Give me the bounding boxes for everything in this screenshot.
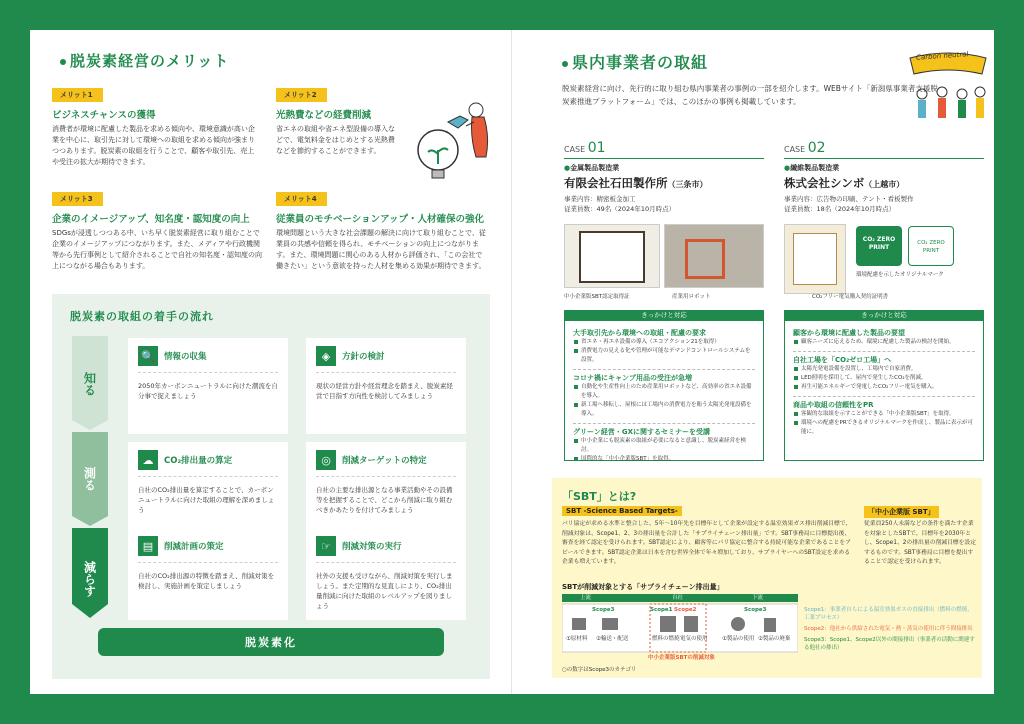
step-card xyxy=(128,442,288,538)
trigger-heading: 大手取引先から環境への取組・配慮の要求 xyxy=(573,329,706,337)
trigger-heading: グリーン経営・GXに関するセミナーを受講 xyxy=(573,428,711,436)
company-meta: 事業内容：精密板金加工 従業員数：49名（2024年10月時点） xyxy=(564,195,676,213)
step-card xyxy=(306,442,466,538)
step-body: 社外の支援も受けながら、削減対策を実行しましょう。また定期的な見直しにより、CO₂排出量削減に向けた取組のレベルアップを図りましょう xyxy=(316,572,453,610)
step-title: 方針の検討 xyxy=(342,352,385,362)
photo-caption: 環境配慮を示したオリジナルマーク xyxy=(856,272,944,278)
trigger-box xyxy=(564,321,764,461)
trigger-header: きっかけと対応 xyxy=(564,310,764,321)
trigger-item: 消費電力の見える化や管理が可能なデマンドコントロールシステムを設置。 xyxy=(573,347,755,365)
target-icon: ◎ xyxy=(316,450,336,470)
stream-label: 下流 xyxy=(752,595,764,601)
scope-note: Scope2：他社から供給された電気・熱・蒸気の使用に伴う間接排出 xyxy=(804,626,973,632)
stream-label: 上流 xyxy=(580,595,592,601)
compass-icon: ◈ xyxy=(316,346,336,366)
trigger-item: 再生可能エネルギーで発電したCO₂フリー電気を購入。 xyxy=(793,383,975,392)
company-name: 株式会社シンボ（上越市） xyxy=(784,176,905,190)
step-title: CO₂排出量の算定 xyxy=(164,456,233,466)
sme-sbt-title: 「中小企業版 SBT」 xyxy=(864,506,939,518)
trigger-heading: 商品や取組の信頼性をPR xyxy=(793,401,874,409)
trigger-box xyxy=(784,321,984,461)
trigger-item: LED照明を採用して、屋内で発生したCO₂を削減。 xyxy=(793,374,975,383)
step-card xyxy=(306,528,466,620)
case-number: 02 xyxy=(807,140,826,156)
stage-reduce: 減らす xyxy=(82,561,97,597)
stage-know: 知る xyxy=(82,372,97,396)
sbt-panel xyxy=(552,478,982,678)
merit-2 xyxy=(276,82,396,157)
merit-4 xyxy=(276,186,488,272)
scope-item: 燃料の燃焼 xyxy=(652,636,680,642)
trigger-item: 自動化や生産性向上のため産業用ロボットなど、高効率の省エネ設備を導入。 xyxy=(573,383,755,401)
step-body: 自社のCO₂排出源の特徴を踏まえ、削減対策を検討し、実施計画を策定しましょう xyxy=(138,572,275,590)
industry: ●金属製品製造業 xyxy=(564,164,620,172)
trigger-header: きっかけと対応 xyxy=(784,310,984,321)
robot-photo xyxy=(664,224,764,288)
certificate-photo xyxy=(564,224,660,288)
scope-note: Scope3：Scope1、Scope2以外の間接排出（事業者の活動に関連する他社の排出） xyxy=(804,637,975,651)
trigger-heading: 顧客から環境に配慮した製品の要望 xyxy=(793,329,905,337)
flow-panel xyxy=(52,294,490,679)
company-name: 有限会社石田製作所（三条市） xyxy=(564,176,708,190)
trigger-item: 中小企業にも脱炭素の取組が必要になると意識し、脱炭素経営を検討。 xyxy=(573,437,755,455)
scope-notes xyxy=(804,606,976,652)
industry: ●繊維製品製造業 xyxy=(784,164,840,172)
carbon-neutral-badge: Carbon neutral xyxy=(915,50,969,62)
scope-item: ②製品の廃棄 xyxy=(758,636,791,642)
sme-sbt-description: 従業員250人未満などの条件を満たす企業を対象としたSBTで、目標年を2030年とし、Scope1、2の排出量の削減目標を設定するものです。SBT事務局に目標を提出することで認定を受けられます。 xyxy=(864,521,976,565)
merit-3 xyxy=(52,186,264,272)
step-card xyxy=(128,338,288,434)
watering-lightbulb-illustration xyxy=(398,92,498,182)
case-label: CASE 02 xyxy=(784,140,826,156)
trigger-item: 太陽光発電設備を設置し、工場内で自家消費。 xyxy=(793,365,975,374)
case-divider xyxy=(784,158,984,159)
sme-target-note: 中小企業版SBTの削減対象 xyxy=(648,655,715,661)
trigger-heading: 自社工場を「CO₂ゼロ工場」へ xyxy=(793,356,892,364)
trigger-item: 国際的な「中小企業版SBT」を取得。 xyxy=(573,455,755,464)
merit-tag: メリット2 xyxy=(276,88,327,102)
step-body: 自社の主要な排出源となる事業活動やその設備等を把握することで、どこから削減に取り組むべきかあたりを付けてみましょう xyxy=(316,486,453,514)
merit-body: 省エネの取組や省エネ型設備の導入などで、電気料金をはじめとする光熱費などを節約することができます。 xyxy=(276,125,395,155)
footnote: ○の数字はScope3のカテゴリ xyxy=(562,667,637,673)
merit-heading: 企業のイメージアップ、知名度・認知度の向上 xyxy=(52,214,250,225)
step-body: 現状の経営方針や経営理念を踏まえ、脱炭素経営で目指す方向性を検討してみましょう xyxy=(316,382,453,400)
goal-banner: 脱炭素化 xyxy=(98,628,444,656)
trigger-heading: コロナ禍にキャンプ用品の受注が急増 xyxy=(573,374,692,382)
merit-body: 消費者が環境に配慮した製品を求める傾向や、環境意識が高い企業を中心に、取引先に対して環境への取組を求める傾向が強まりつつあります。脱炭素の取組を行うことで、顧客や取引先、売上や受注の拡大が期待できます。 xyxy=(52,125,255,166)
merit-body: 環境問題という大きな社会課題の解決に向けて取り組むことで、従業員の共感や信頼を得られ、モチベーションの向上につながります。また、環境問題に関心のある人材から評価され、「この会社で働きたい」という意欲を持った人材を集める効果が期待できます。 xyxy=(276,229,486,270)
merit-tag: メリット3 xyxy=(52,192,103,206)
stream-label: 自社 xyxy=(672,595,684,601)
right-page xyxy=(512,30,994,694)
photo-caption: 産業用ロボット xyxy=(672,294,711,300)
merit-tag: メリット4 xyxy=(276,192,327,206)
sbt-description: パリ協定が求める水準と整合した、5年〜10年先を目標年として企業が設定する温室効果ガス排出削減目標で、削減対象は、Scope1、2、3の排出量を合計した「サプライチェーン排出量」です。SBT事務局に目標提出後、審査を経て認定を受けられます。SBT認定により、顧客等にパリ協定に整合する持続可能な企業であることをアピールできます。SBT認定企業は日本を含む世界全体で年々増加しており、サプライヤーへのSBT設定を求める企業も増えています。 xyxy=(562,521,852,565)
trigger-item: 顧客ニーズに応えるため、環境に配慮した製品の検討を開始。 xyxy=(793,338,975,347)
co2-free-certificate-photo xyxy=(784,224,846,294)
step-card xyxy=(128,528,288,620)
photo-caption: CO₂フリー電気購入契約証明書 xyxy=(812,294,889,300)
left-page xyxy=(30,30,512,694)
step-title: 情報の収集 xyxy=(164,352,207,362)
company-meta: 事業内容：広告物の印刷、テント・看板製作 従業員数：18名（2024年10月時点） xyxy=(784,195,914,213)
scope-item: ①製品の使用 xyxy=(722,636,755,642)
trigger-item: 省エネ・再エネ設備の導入（エコアクション21を取得） xyxy=(573,338,755,347)
stage-measure: 測る xyxy=(82,467,97,491)
case-divider xyxy=(564,158,764,159)
sbt-title: 「SBT」とは? xyxy=(562,490,637,503)
scope-label: Scope2 xyxy=(674,607,697,613)
plan-icon: ▤ xyxy=(138,536,158,556)
intro-text: 脱炭素経営に向け、先行的に取り組む県内事業者の事例の一部を紹介します。WEBサイト「新潟県事業者支援脱炭素推進プラットフォーム」では、このほかの事例も掲載しています。 xyxy=(562,84,938,106)
scope-label: Scope3 xyxy=(592,607,615,613)
brochure-spread xyxy=(30,30,994,694)
magnifier-icon: 🔍 xyxy=(138,346,158,366)
action-icon: ☞ xyxy=(316,536,336,556)
right-title: 県内事業者の取組 xyxy=(562,50,708,73)
step-title: 削減計画の策定 xyxy=(164,542,224,552)
co2-zero-print-mark: CO₂ ZERO PRINT xyxy=(856,226,902,266)
chain-title: SBTが削減対象とする「サプライチェーン排出量」 xyxy=(562,583,724,591)
merit-body: SDGsが浸透しつつある中、いち早く脱炭素経営に取り組むことで企業のイメージアップにつながります。また、メディアや行政機関等から先行事例として紹介されることで自社の知名度・認知度の向上につながる場合もあります。 xyxy=(52,229,262,270)
step-title: 削減ターゲットの特定 xyxy=(342,456,427,466)
photo-caption: 中小企業版SBT認定取得証 xyxy=(564,294,630,300)
scope-label: Scope3 xyxy=(744,607,767,613)
scope-note: Scope1：事業者自らによる温室効果ガスの直接排出（燃料の燃焼、工業プロセス） xyxy=(804,607,973,621)
left-title: 脱炭素経営のメリット xyxy=(60,50,229,71)
scope-item: ①原材料 xyxy=(566,636,588,642)
trigger-item: 客観的な取組を示すことができる「中小企業版SBT」を取得。 xyxy=(793,410,975,419)
merit-heading: 従業員のモチベーションアップ・人材確保の強化 xyxy=(276,214,484,225)
step-body: 2050年カーボンニュートラルに向けた潮流を自分事で捉えましょう xyxy=(138,382,278,400)
merit-heading: ビジネスチャンスの獲得 xyxy=(52,110,156,121)
step-title: 削減対策の実行 xyxy=(342,542,402,552)
co2-zero-print-mark-alt: CO₂ ZERO PRINT xyxy=(908,226,954,266)
flow-title: 脱炭素の取組の着手の流れ xyxy=(70,310,214,323)
trigger-item: 環境への配慮をPRできるオリジナルマークを作成し、製品に表示が可能に。 xyxy=(793,419,975,437)
step-body: 自社のCO₂排出量を算定することで、カーボンニュートラルに向けた取組の理解を深めましょう xyxy=(138,486,275,514)
merit-heading: 光熱費などの経費削減 xyxy=(276,110,372,121)
trigger-item: 新工場へ移転し、屋根には工場内の消費電力を賄う太陽光発電設備を導入。 xyxy=(573,401,755,419)
co2-icon: ☁ xyxy=(138,450,158,470)
scope-item: 電気の使用 xyxy=(680,636,708,642)
merit-1 xyxy=(52,82,257,168)
sbt-subtitle: SBT -Science Based Targets- xyxy=(562,506,682,516)
case-label: CASE 01 xyxy=(564,140,606,156)
case-number: 01 xyxy=(587,140,606,156)
merit-tag: メリット1 xyxy=(52,88,103,102)
scope-label: Scope1 xyxy=(650,607,673,613)
step-card xyxy=(306,338,466,434)
scope-item: ②輸送・配送 xyxy=(596,636,629,642)
